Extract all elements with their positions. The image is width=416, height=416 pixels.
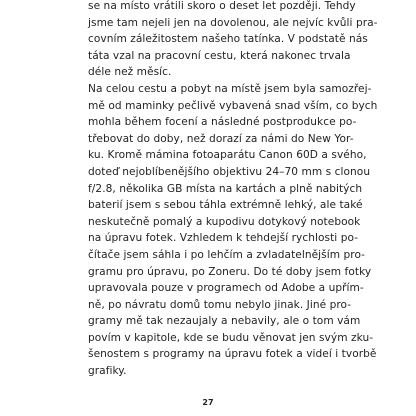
text-line: třebovat do doby, než dorazí za námi do New Yor-	[88, 132, 354, 145]
text-line: šenostem s programy na úpravu fotek a videí i tvorbě	[88, 348, 377, 361]
text-line: f/2.8, několika GB místa na kartách a plně nabitých	[88, 182, 363, 195]
text-line: covním záležitostem našeho tatínka. V podstatě nás	[88, 33, 368, 46]
text-line: baterií jsem s sebou táhla extrémně lehký, ale také	[88, 199, 363, 212]
text-line: ně, po návratu domů tomu nebylo jinak. Jiné pro-	[88, 298, 352, 311]
text-line: se na místo vrátili skoro o deset let později. Tehdy	[88, 0, 356, 12]
text-line: upravovala pouze v programech od Adobe a upřím-	[88, 282, 364, 295]
text-line: mohla během focení a následné postprodukce po-	[88, 116, 357, 129]
text-line: táta vzal na pracovní cestu, která nakonec trvala	[88, 49, 351, 62]
body-text	[88, 0, 378, 380]
text-line: čítače jsem sáhla i po lehčím a zvladatelnějším pro-	[88, 248, 366, 261]
text-line: na úpravu fotek. Vzhledem k tehdejší rychlosti po-	[88, 232, 359, 245]
text-line: gramy mě tak nezaujaly a nebavily, ale o tom vám	[88, 315, 361, 328]
text-line: déle než měsíc.	[88, 66, 172, 79]
text-line: Na celou cestu a pobyt na místě jsem byla samozřej-	[88, 82, 372, 95]
text-line: gramu pro úpravu, po Zoneru. Do té doby jsem fotky	[88, 265, 372, 278]
text-line: ku. Kromě mámina fotoaparátu Canon 60D a svého,	[88, 149, 367, 162]
text-line: mě od maminky pečlivě vybavená snad vším, co bych	[88, 99, 378, 112]
page-number: 27	[202, 398, 214, 407]
text-line: jsme tam nejeli jen na dovolenou, ale nejvíc kvůli pra-	[88, 16, 378, 29]
text-line: doteď nejoblíbenějšího objektivu 24–70 mm s clonou	[88, 165, 371, 178]
text-line: povím v kapitole, kde se budu věnovat jen svým zku-	[88, 331, 374, 344]
text-line: grafiky.	[88, 365, 127, 378]
text-line: neskutečně pomalý a kupodivu dotykový notebook	[88, 215, 361, 228]
